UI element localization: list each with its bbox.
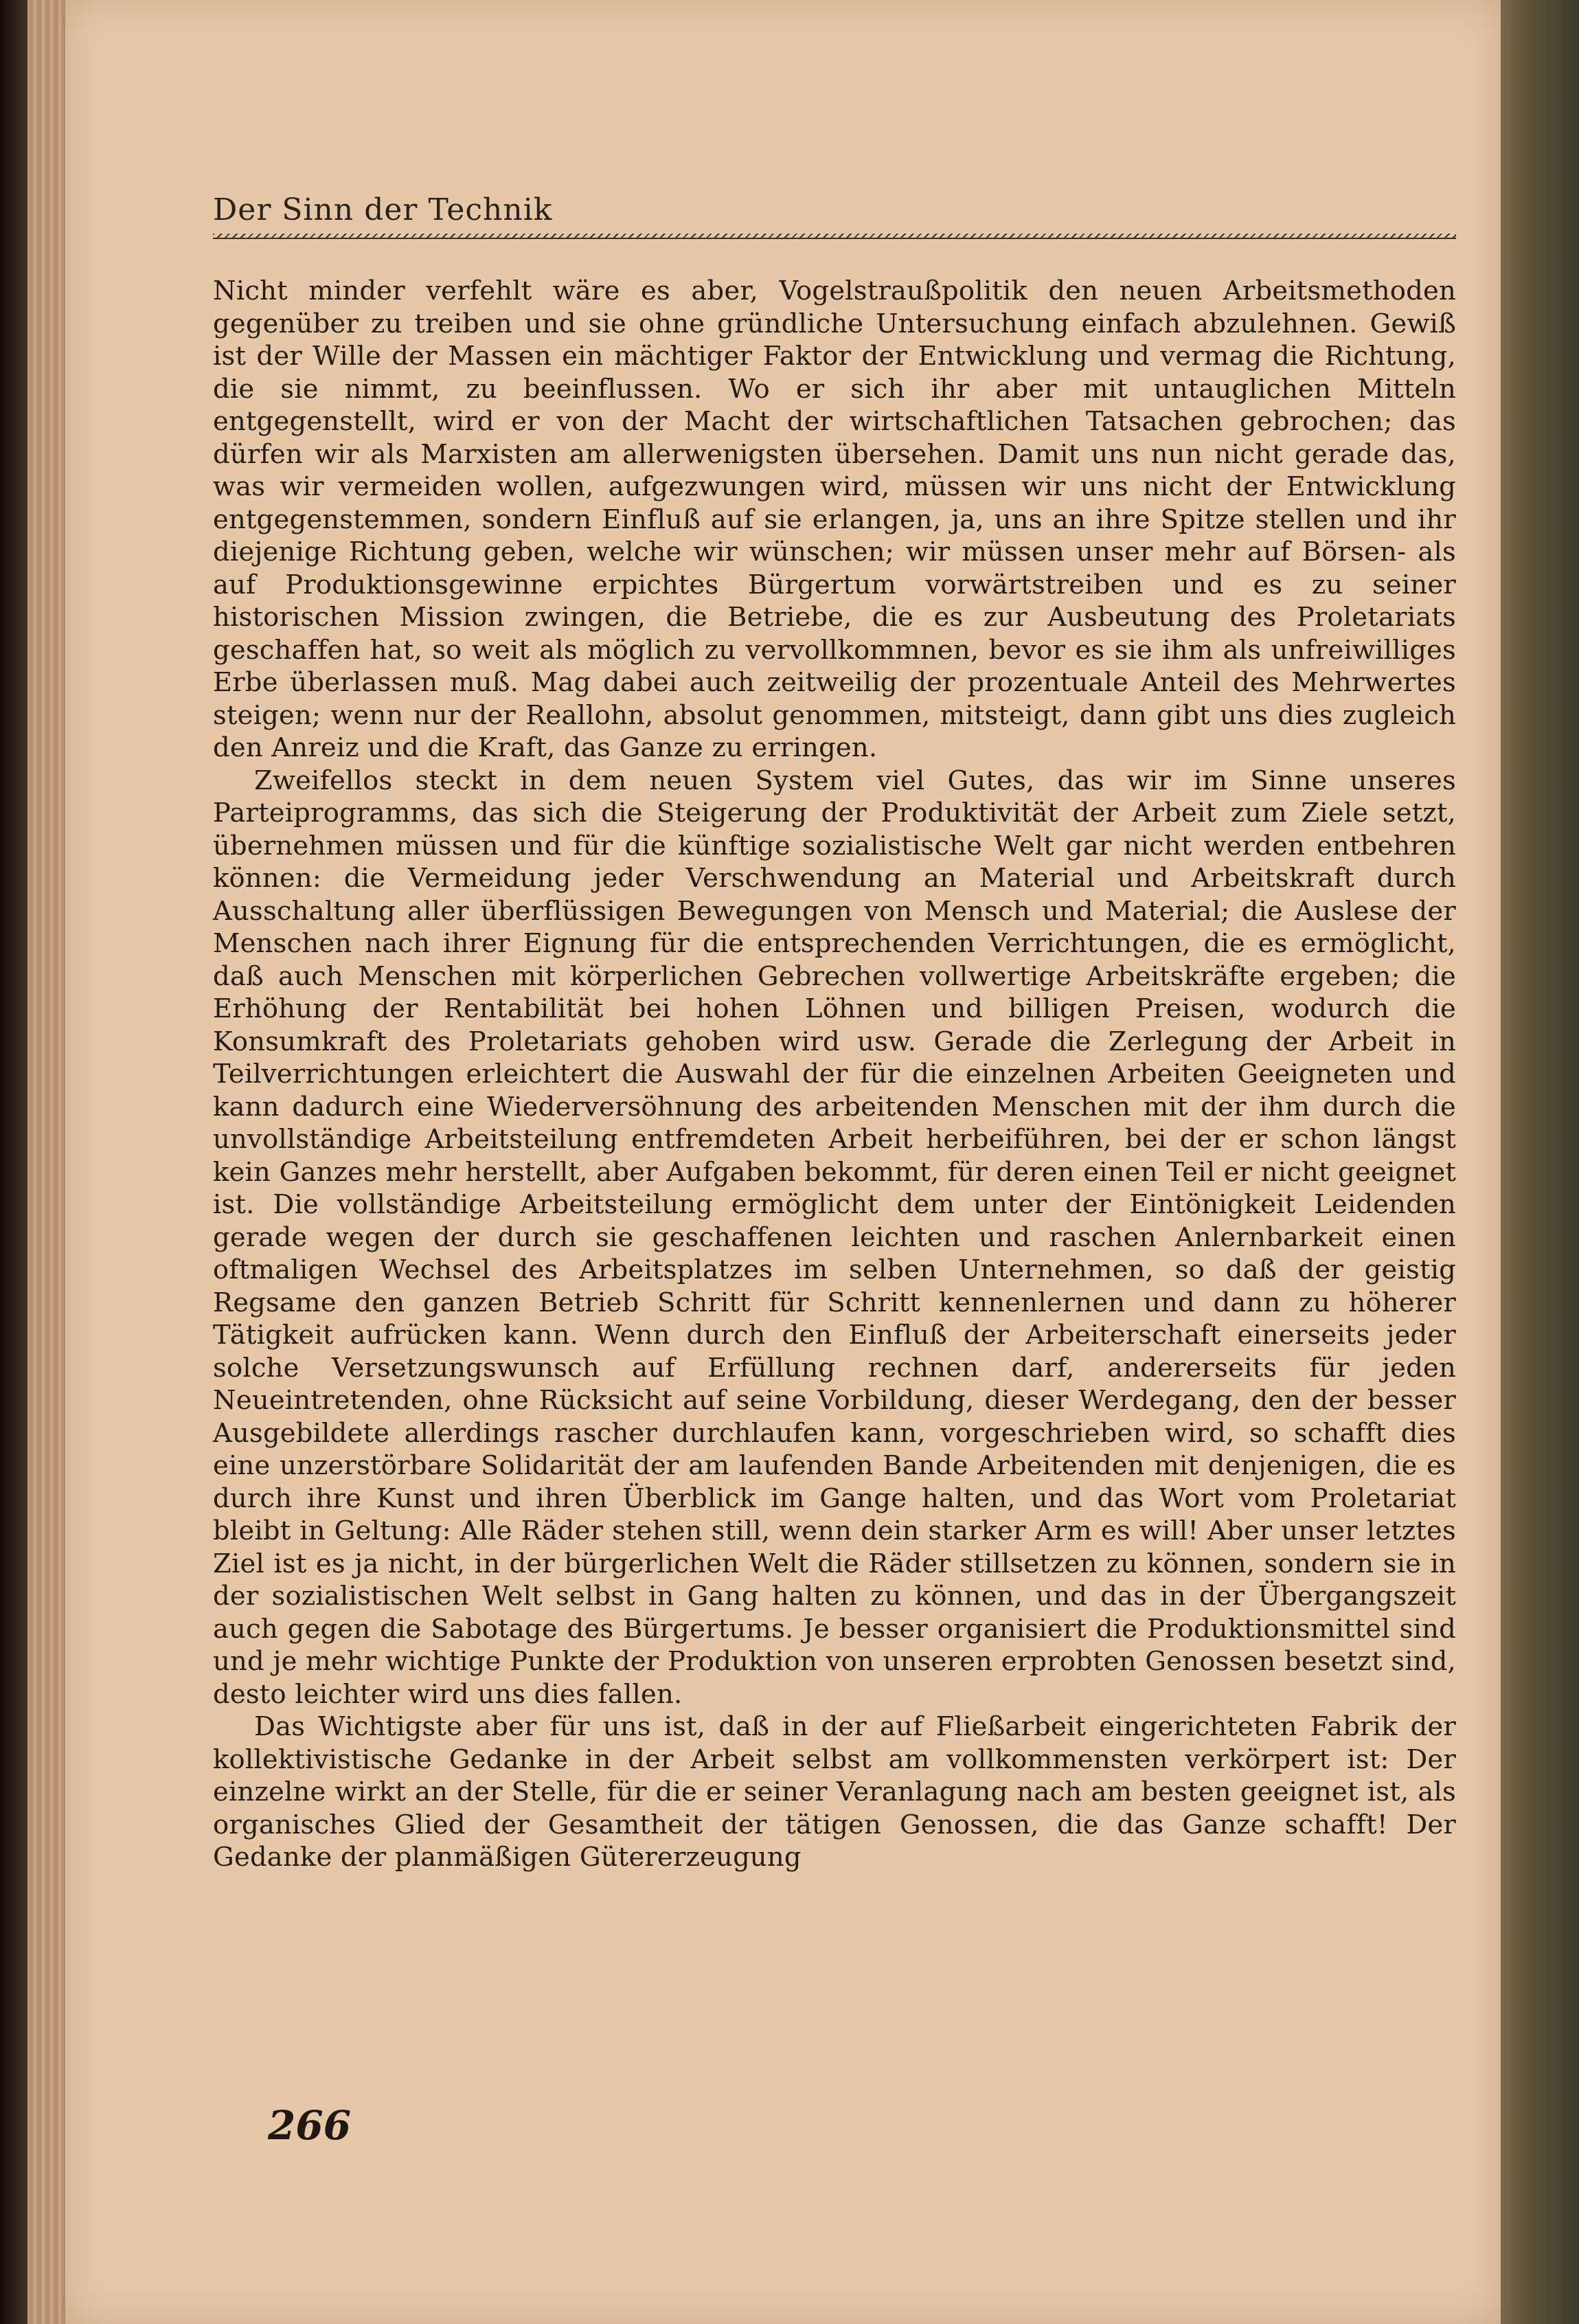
body-text: [213, 275, 1456, 1874]
page-edges: [27, 0, 69, 2324]
paragraph: Nicht minder verfehlt wäre es aber, Vogelstraußpolitik den neuen Arbeitsmethoden gegenüber zu treiben und sie ohne gründliche Untersuchung einfach abzulehnen. Gewiß ist der Wille der Massen ein mächtiger Faktor der Entwicklung und vermag die Richtung, die sie nimmt, zu beeinflussen. Wo er sich ihr aber mit untauglichen Mitteln entgegenstellt, wird er von der Macht der wirtschaftlichen Tatsachen gebrochen; das dürfen wir als Marxisten am allerwenigsten übersehen. Damit uns nun nicht gerade das, was wir vermeiden wollen, aufgezwungen wird, müssen wir uns nicht der Entwicklung entgegenstemmen, sondern Einfluß auf sie erlangen, ja, uns an ihre Spitze stellen und ihr diejenige Richtung geben, welche wir wünschen; wir müssen unser mehr auf Börsen- als auf Produktionsgewinne erpichtes Bürgertum vorwärtstreiben und es zu seiner historischen Mission zwingen, die Betriebe, die es zur Ausbeutung des Proletariats geschaffen hat, so weit als möglich zu vervollkommnen, bevor es sie ihm als unfreiwilliges Erbe überlassen muß. Mag dabei auch zeitweilig der prozentuale Anteil des Mehrwertes steigen; wenn nur der Reallohn, absolut genommen, mitsteigt, dann gibt uns dies zugleich den Anreiz und die Kraft, das Ganze zu erringen.: [213, 275, 1456, 763]
book-cover-edge: [1497, 0, 1579, 2324]
paragraph: Das Wichtigste aber für uns ist, daß in der auf Fließarbeit eingerichteten Fabrik der kollektivistische Gedanke in der Arbeit selbst am vollkommensten verkörpert ist: Der einzelne wirkt an der Stelle, für die er seiner Veranlagung nach am besten geeignet ist, als organisches Glied der Gesamtheit der tätigen Genossen, die das Ganze schafft! Der Gedanke der planmäßigen Gütererzeugung: [213, 1711, 1456, 1873]
header-rule: [213, 234, 1456, 239]
paragraph: Zweifellos steckt in dem neuen System viel Gutes, das wir im Sinne unseres Parteiprogramms, das sich die Steigerung der Produktivität der Arbeit zum Ziele setzt, übernehmen müssen und für die künftige sozialistische Welt gar nicht werden entbehren können: die Vermeidung jeder Verschwendung an Material und Arbeitskraft durch Ausschaltung aller überflüssigen Bewegungen von Mensch und Material; die Auslese der Menschen nach ihrer Eignung für die entsprechenden Verrichtungen, die es ermöglicht, daß auch Menschen mit körperlichen Gebrechen vollwertige Arbeitskräfte ergeben; die Erhöhung der Rentabilität bei hohen Löhnen und billigen Preisen, wodurch die Konsumkraft des Proletariats gehoben wird usw. Gerade die Zerlegung der Arbeit in Teilverrichtungen erleichtert die Auswahl der für die einzelnen Arbeiten Geeigneten und kann dadurch eine Wiederversöhnung des arbeitenden Menschen mit der ihm durch die unvollständige Arbeitsteilung entfremdeten Arbeit herbeiführen, bei der er schon längst kein Ganzes mehr herstellt, aber Aufgaben bekommt, für deren einen Teil er nicht geeignet ist. Die vollständige Arbeitsteilung ermöglicht dem unter der Eintönigkeit Leidenden gerade wegen der durch sie geschaffenen leichten und raschen Anlernbarkeit einen oftmaligen Wechsel des Arbeitsplatzes im selben Unternehmen, so daß der geistig Regsame den ganzen Betrieb Schritt für Schritt kennenlernen und dann zu höherer Tätigkeit aufrücken kann. Wenn durch den Einfluß der Arbeiterschaft einerseits jeder solche Versetzungswunsch auf Erfüllung rechnen darf, andererseits für jeden Neueintretenden, ohne Rücksicht auf seine Vorbildung, dieser Werdegang, den der besser Ausgebildete allerdings rascher durchlaufen kann, vorgeschrieben wird, so schafft dies eine unzerstörbare Solidarität der am laufenden Bande Arbeitenden mit denjenigen, die es durch ihre Kunst und ihren Überblick im Gange halten, und das Wort vom Proletariat bleibt in Geltung: Alle Räder stehen still, wenn dein starker Arm es will! Aber unser letztes Ziel ist es ja nicht, in der bürgerlichen Welt die Räder stillsetzen zu können, sondern sie in der sozialistischen Welt selbst in Gang halten zu können, und das in der Übergangszeit auch gegen die Sabotage des Bürgertums. Je besser organisiert die Produktionsmittel sind und je mehr wichtige Punkte der Produktion von unseren erprobten Genossen besetzt sind, desto leichter wird uns dies fallen.: [213, 765, 1456, 1710]
page-number: 266: [268, 2102, 352, 2149]
running-head: Der Sinn der Technik: [213, 192, 553, 227]
